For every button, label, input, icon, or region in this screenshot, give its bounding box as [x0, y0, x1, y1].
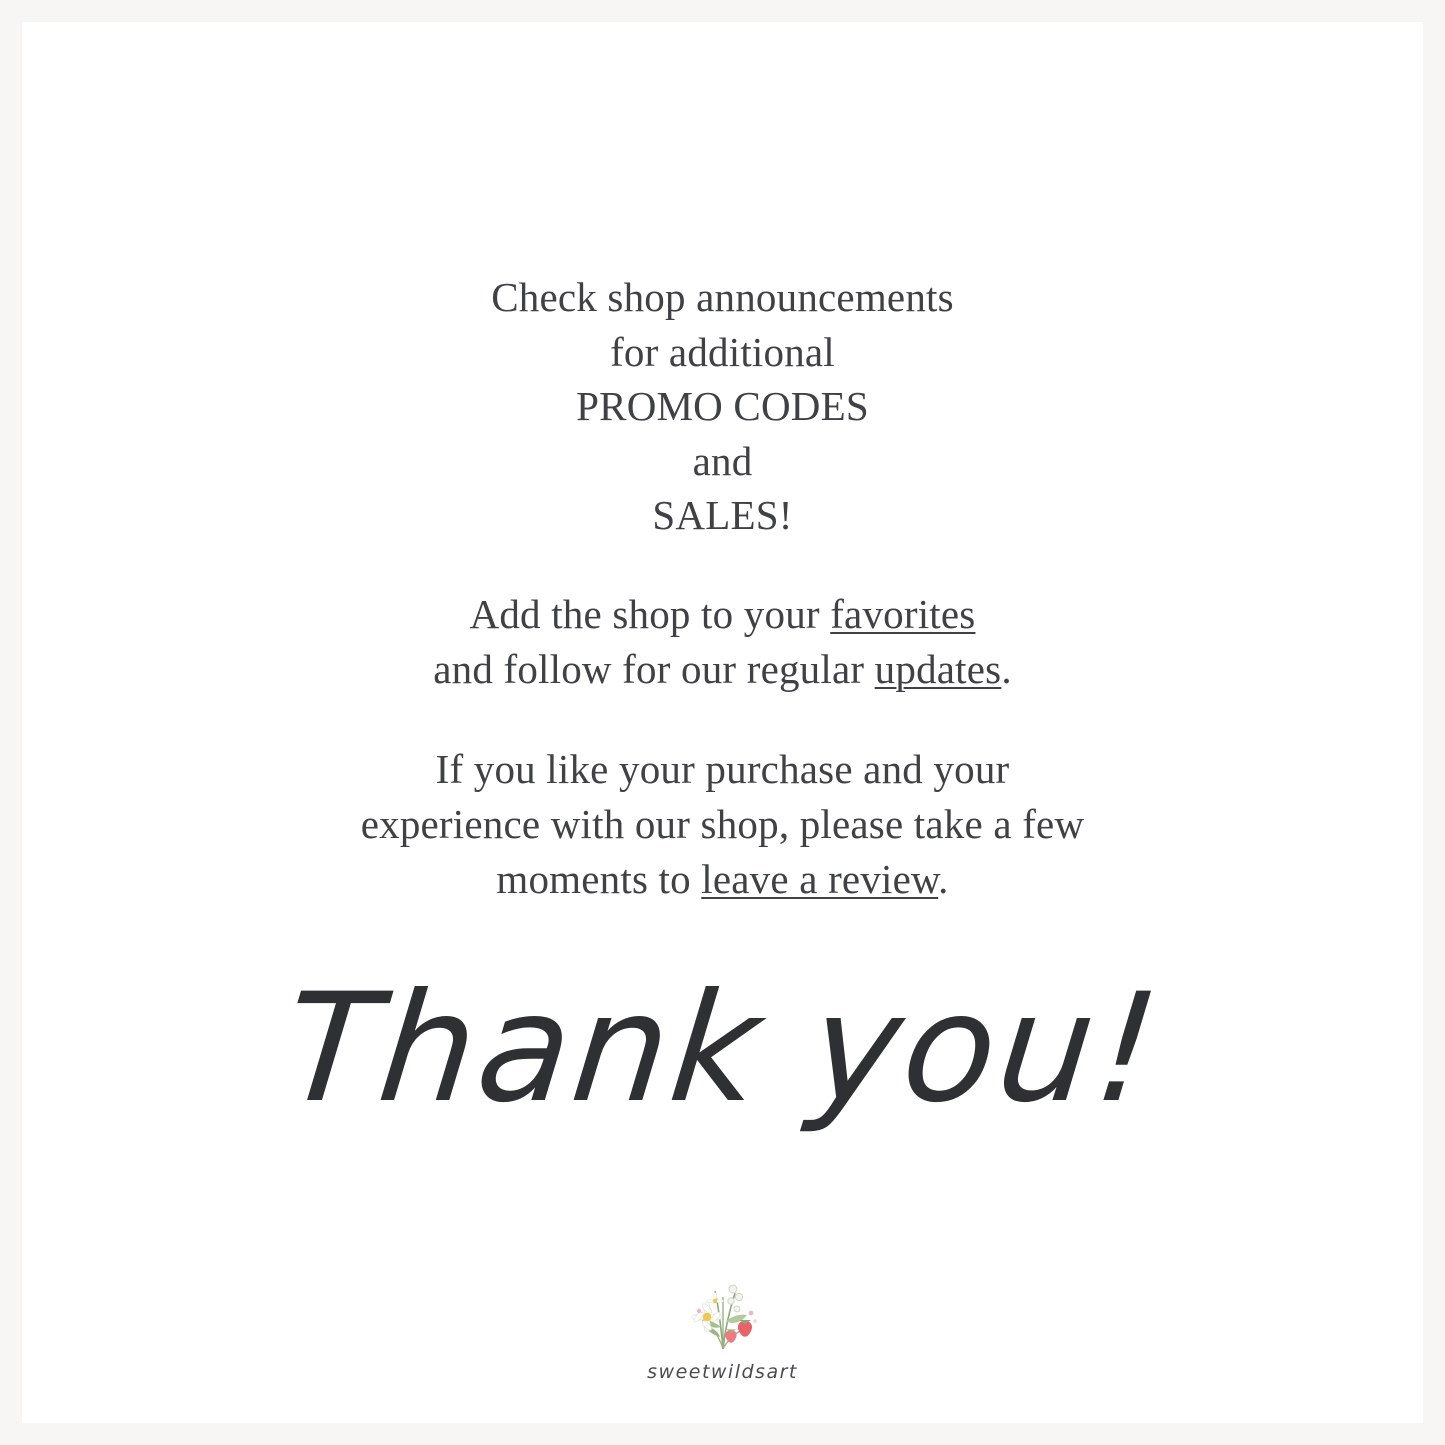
review-request-block — [361, 742, 1085, 907]
favorites-line-2 — [433, 642, 1012, 697]
announcement-line-2: for additional — [610, 328, 835, 375]
wildflower-bouquet-icon — [663, 1257, 783, 1353]
favorites-line-1-text: Add the shop to your — [469, 590, 831, 637]
updates-link[interactable]: updates — [874, 645, 1002, 692]
shop-announcement-block — [491, 270, 954, 543]
favorites-link[interactable]: favorites — [830, 590, 976, 637]
favorites-line-2-text: and follow for our regular — [433, 645, 875, 692]
card-surface — [22, 22, 1423, 1423]
thank-you-heading: Thank you! — [276, 962, 1169, 1137]
announcement-line-4: and — [692, 437, 753, 484]
announcement-line-1: Check shop announcements — [491, 274, 954, 320]
review-line-2: experience with our shop, please take a few — [360, 801, 1085, 848]
review-line-3-suffix: . — [938, 856, 949, 903]
brand-name: sweetwildsart — [647, 1361, 798, 1383]
favorites-block — [433, 587, 1012, 697]
review-line-1: If you like your purchase and your — [435, 746, 1010, 793]
leave-a-review-link[interactable]: leave a review — [701, 856, 939, 903]
review-line-3 — [361, 852, 1085, 907]
footer — [22, 1257, 1423, 1383]
announcement-line-3: PROMO CODES — [576, 383, 869, 430]
review-line-3-text: moments to — [496, 856, 702, 903]
announcement-line-5: SALES! — [652, 492, 793, 539]
favorites-line-2-suffix: . — [1001, 645, 1012, 692]
favorites-line-1 — [433, 587, 1012, 642]
